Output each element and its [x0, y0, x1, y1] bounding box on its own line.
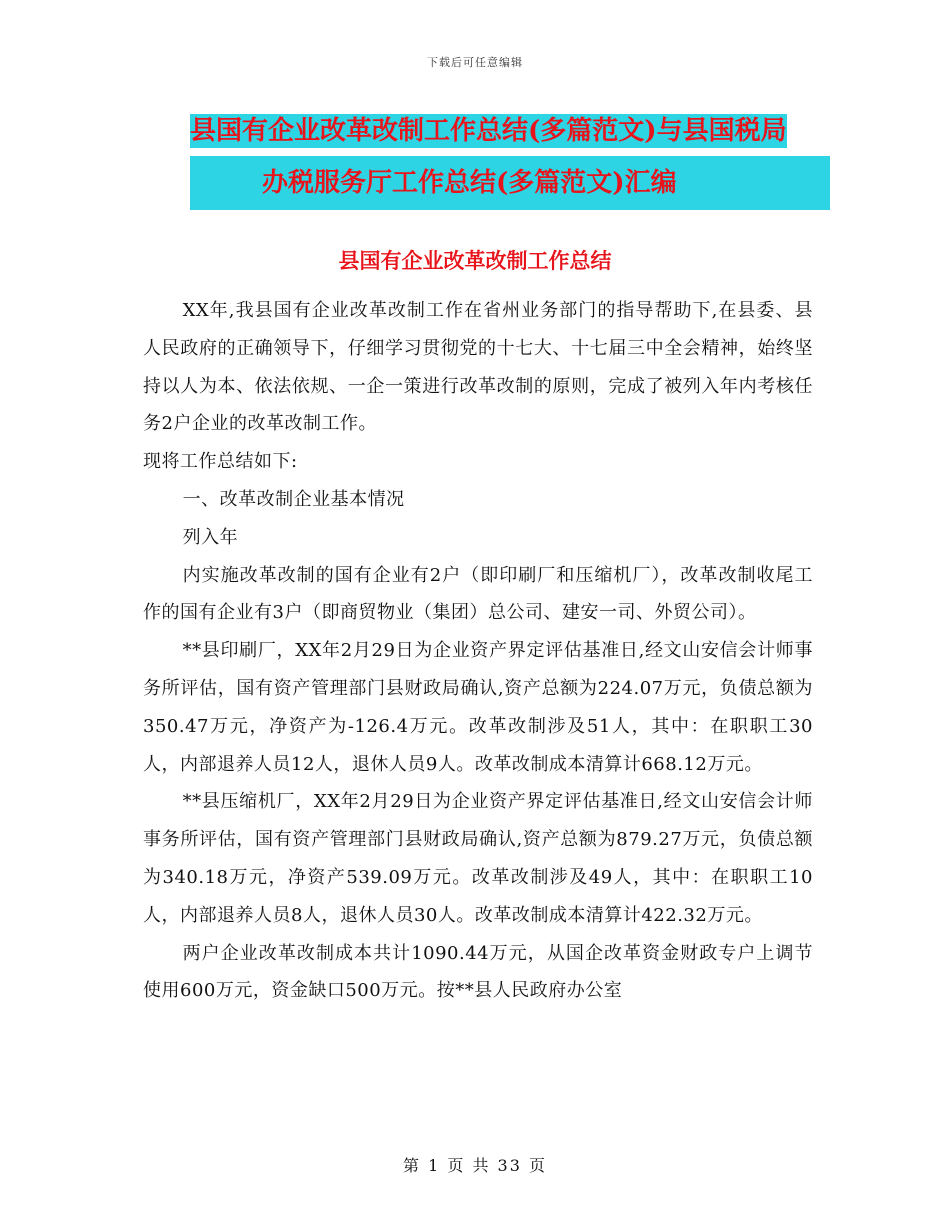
paragraph-printing-factory: **县印刷厂，XX年2月29日为企业资产界定评估基准日,经文山安信会计师事务所评估，国有资产管理部门县财政局确认,资产总额为224.07万元，负债总额为350.47万元，净资产为-126.4万元。改革改制涉及51人，其中：在职职工30人，内部退养人员12人，退休人员9人。改革改制成本清算计668.12万元。 — [143, 640, 813, 775]
document-title — [190, 106, 830, 210]
title-line-2-text: 办税服务厅工作总结(多篇范文)汇编 — [262, 168, 677, 198]
paragraph-total-cost: 两户企业改革改制成本共计1090.44万元，从国企改革资金财政专户上调节使用600万元，资金缺口500万元。按**县人民政府办公室 — [143, 942, 813, 1002]
section-title: 县国有企业改革改制工作总结 — [338, 248, 612, 273]
page-footer: 第 1 页 共 33 页 — [403, 1156, 547, 1175]
paragraph-intro: XX年,我县国有企业改革改制工作在省州业务部门的指导帮助下,在县委、县人民政府的正确领导下，仔细学习贯彻党的十七大、十七届三中全会精神，始终坚持以人为本、依法依规、一企一策进行改革改制的原则，完成了被列入年内考核任务2户企业的改革改制工作。 — [143, 300, 813, 435]
title-line-2 — [190, 156, 830, 210]
document-body — [143, 292, 813, 1010]
header-note: 下载后可任意编辑 — [427, 56, 523, 69]
paragraph-summary-lead: 现将工作总结如下: — [143, 451, 298, 473]
paragraph-listed-year: 列入年 — [182, 526, 239, 548]
heading-basic-situation: 一、改革改制企业基本情况 — [182, 488, 405, 510]
title-line-1: 县国有企业改革改制工作总结(多篇范文)与县国税局 — [190, 116, 787, 146]
paragraph-compressor-factory: **县压缩机厂，XX年2月29日为企业资产界定评估基准日,经文山安信会计师事务所评估，国有资产管理部门县财政局确认,资产总额为879.27万元，负债总额为340.18万元，净资产539.09万元。改革改制涉及49人，其中：在职职工10人，内部退养人员8人，退休人员30人。改革改制成本清算计422.32万元。 — [143, 791, 813, 926]
paragraph-enterprise-list: 内实施改革改制的国有企业有2户（即印刷厂和压缩机厂），改革改制收尾工作的国有企业有3户（即商贸物业（集团）总公司、建安一司、外贸公司）。 — [143, 564, 813, 624]
